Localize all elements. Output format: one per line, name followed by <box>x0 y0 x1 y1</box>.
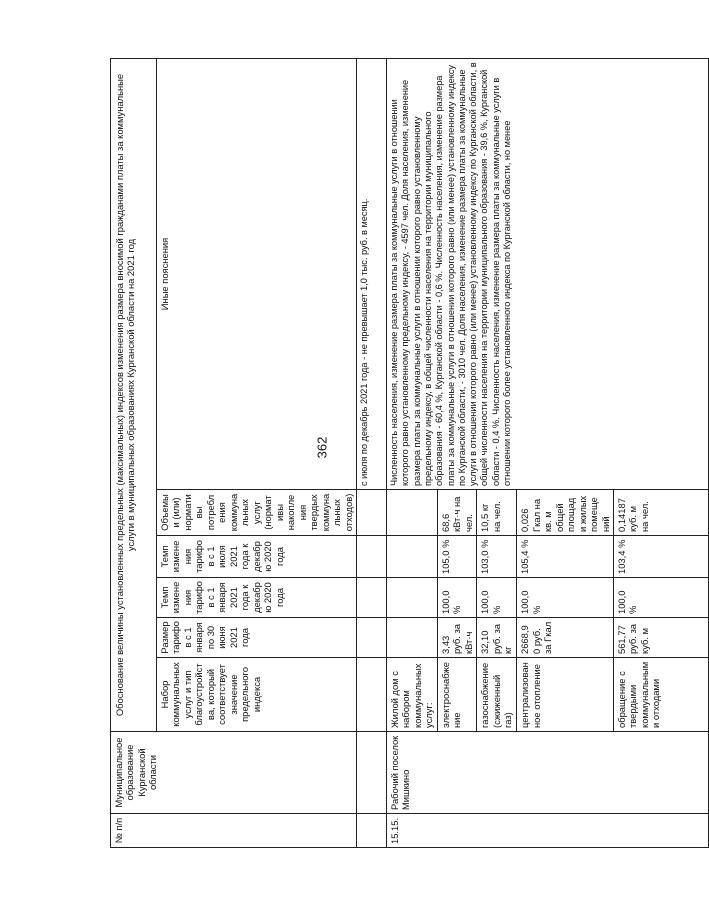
row-num: 15.15. <box>386 814 708 848</box>
service-tariff: 2668,90 руб. за Гкал <box>517 618 614 658</box>
service-volume: 10,5 кг на чел. <box>477 490 517 536</box>
service-rate-july: 105,4 % <box>517 536 614 578</box>
service-name: обращение с твердыми коммунальными отходами <box>614 658 709 732</box>
header-volumes: Объемы и (или) нормативы потребления коммунальных услуг (нормативы накопления твердых коммунальных отходов) <box>157 490 357 536</box>
table-title: Обоснование величины установленных предельных (максимальных) индексов изменения размера вносимой гражданами платы за коммунальные услуги в муниципальных образованиях Курганской области на 2021 год <box>111 59 157 732</box>
table-row <box>356 59 386 848</box>
carry-over-num <box>356 814 386 848</box>
service-name: газоснабжение (сжиженный газ) <box>477 658 517 732</box>
service-volume: 0,14187 куб. м на чел. <box>614 490 709 536</box>
table-row <box>386 59 437 848</box>
header-municipality: Муниципальное образование Курганской области <box>111 732 357 814</box>
service-rate: 100,0 % <box>614 578 709 618</box>
service-rate: 100,0 % <box>477 578 517 618</box>
row-municipality: Рабочий поселок Мишкино <box>386 732 708 814</box>
service-rate-july: 105,0 % <box>437 536 476 578</box>
service-tariff: 32,10 руб. за кг <box>477 618 517 658</box>
service-set-label: Жилой дом с набором коммунальных услуг: <box>386 658 437 732</box>
service-rate: 100,0 % <box>437 578 476 618</box>
carry-over-tariff <box>356 618 386 658</box>
header-rate-2021: Темп изменения тарифов с 1 января 2021 года к декабрю 2020 года <box>157 578 357 618</box>
service-tariff: 561,77 руб. за куб. м <box>614 618 709 658</box>
service-tariff: 3,43 руб. за кВт·ч <box>437 618 476 658</box>
tariff-table <box>110 58 709 848</box>
header-notes: Иные пояснения <box>157 59 357 490</box>
service-rate: 100,0 % <box>517 578 614 618</box>
service-name: централизованное отопление <box>517 658 614 732</box>
carry-over-municipality <box>356 732 386 814</box>
service-rate-july: 103,0 % <box>477 536 517 578</box>
header-service-set: Набор коммунальных услуг и тип благоустройства, который соответствует значение предельного индекса <box>157 658 357 732</box>
header-rate-july: Темп изменения тарифов с 1 июля 2021 года к декабрю 2020 года <box>157 536 357 578</box>
page-number: 362 <box>314 436 330 459</box>
carry-over-volume <box>356 490 386 536</box>
header-tariff-size: Размер тарифов с 1 января по 30 июня 2021 года <box>157 618 357 658</box>
carry-over-note: с июля по декабрь 2021 года - не превышает 1,0 тыс. руб. в месяц. <box>356 59 386 490</box>
row-notes: Численность населения, изменение размера платы за коммунальные услуги в отношении которого равно установленному предельному индексу, - 4597 чел. Доля населения, изменение размера платы за коммунальные услуги в отношении которого равно установленному предельному индексу, в общей численности населения на территории муниципального образования - 60,4 %, Курганской области - 0,6 %. Численность населения, изменение размера платы за коммунальные услуги в отношении которого равно (или менее) установленному индексу по Курганской области, - 3010 чел. Доля населения, изменение размера платы за коммунальные услуги в отношении которого равно (или менее) установленному индексу по Курганской области, в общей численности населения на территории муниципального образования - 39,6 %, Курганской области - 0,4 %. Численность населения, изменение размера платы за коммунальные услуги в отношении которого более установленного индекса по Курганской области, но менее <box>386 59 708 490</box>
carry-over-set <box>356 658 386 732</box>
header-num: № п/п <box>111 814 357 848</box>
service-name: электроснабжение <box>437 658 476 732</box>
service-rate-july: 103,4 % <box>614 536 709 578</box>
service-volume: 0,026 Гкал на кв. м общей площади жилых помещений <box>517 490 614 536</box>
service-volume: 68,6 кВт·ч на чел. <box>437 490 476 536</box>
carry-over-rate <box>356 578 386 618</box>
carry-over-rate-july <box>356 536 386 578</box>
rotated-page <box>110 58 662 848</box>
